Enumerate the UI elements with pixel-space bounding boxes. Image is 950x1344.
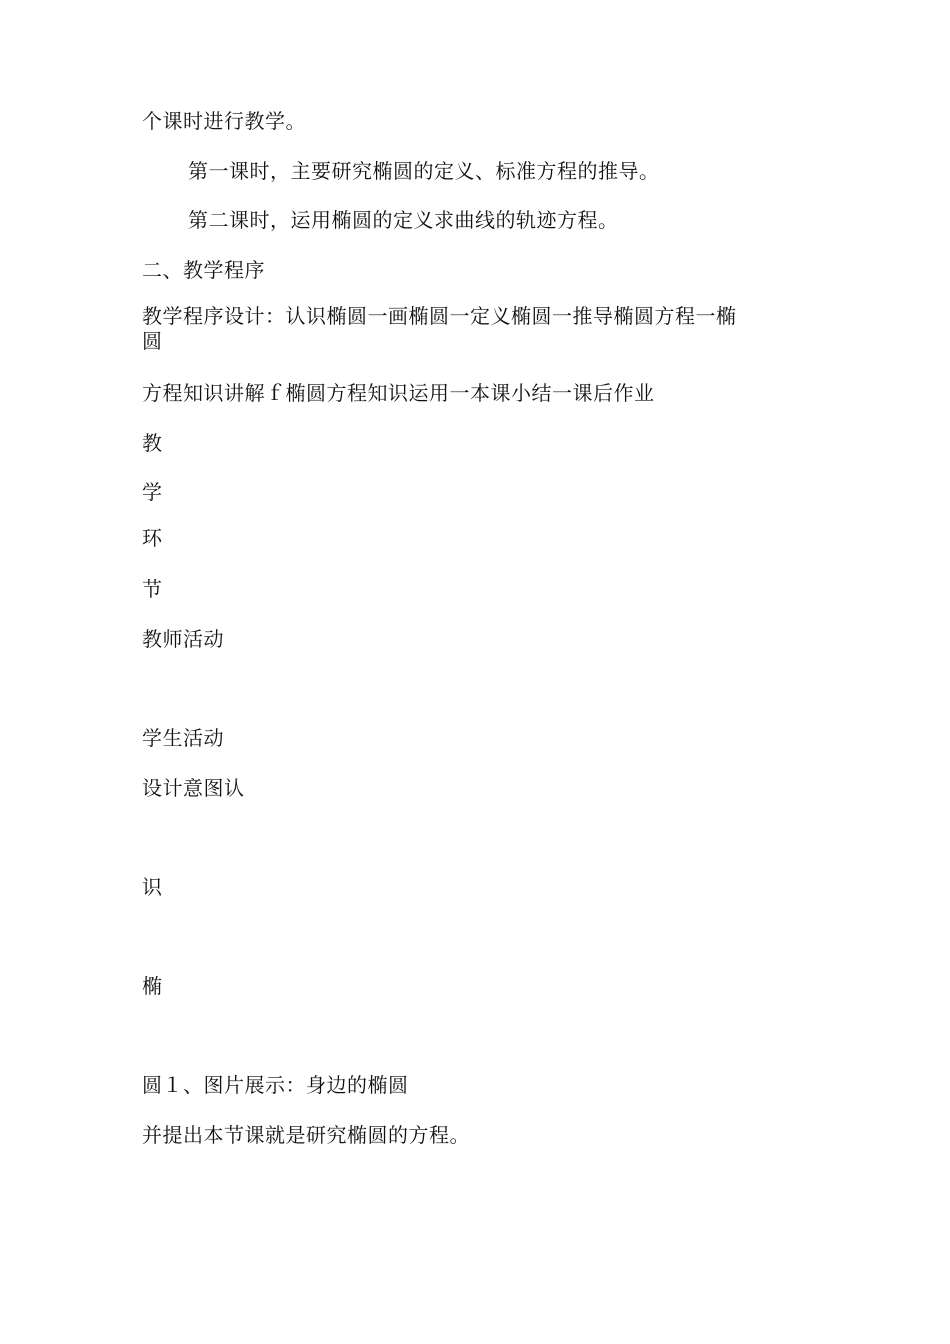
table-header-design: 设计意图认 — [142, 776, 245, 800]
paragraph-line: 圆 — [142, 329, 163, 353]
table-cell-text: 教 — [142, 431, 163, 455]
section-heading: 二、教学程序 — [142, 258, 265, 282]
table-cell-text: 识 — [142, 875, 163, 899]
table-cell-text: 环 — [142, 526, 163, 550]
paragraph-line: 个课时进行教学。 — [142, 109, 306, 133]
table-header-student: 学生活动 — [142, 726, 224, 750]
table-cell-text: 椭 — [142, 974, 163, 998]
paragraph-line: 并提出本节课就是研究椭圆的方程。 — [142, 1123, 470, 1147]
paragraph-line: 教学程序设计：认识椭圆一画椭圆一定义椭圆一推导椭圆方程一椭 — [142, 304, 737, 328]
paragraph-line: 圆１、图片展示：身边的椭圆 — [142, 1073, 409, 1097]
paragraph-line: 方程知识讲解ｆ椭圆方程知识运用一本课小结一课后作业 — [142, 381, 655, 405]
table-cell-text: 节 — [142, 577, 163, 601]
table-cell-text: 学 — [142, 480, 163, 504]
paragraph-line: 第二课时，运用椭圆的定义求曲线的轨迹方程。 — [188, 208, 619, 232]
paragraph-line: 第一课时，主要研究椭圆的定义、标准方程的推导。 — [188, 159, 660, 183]
table-header-teacher: 教师活动 — [142, 627, 224, 651]
